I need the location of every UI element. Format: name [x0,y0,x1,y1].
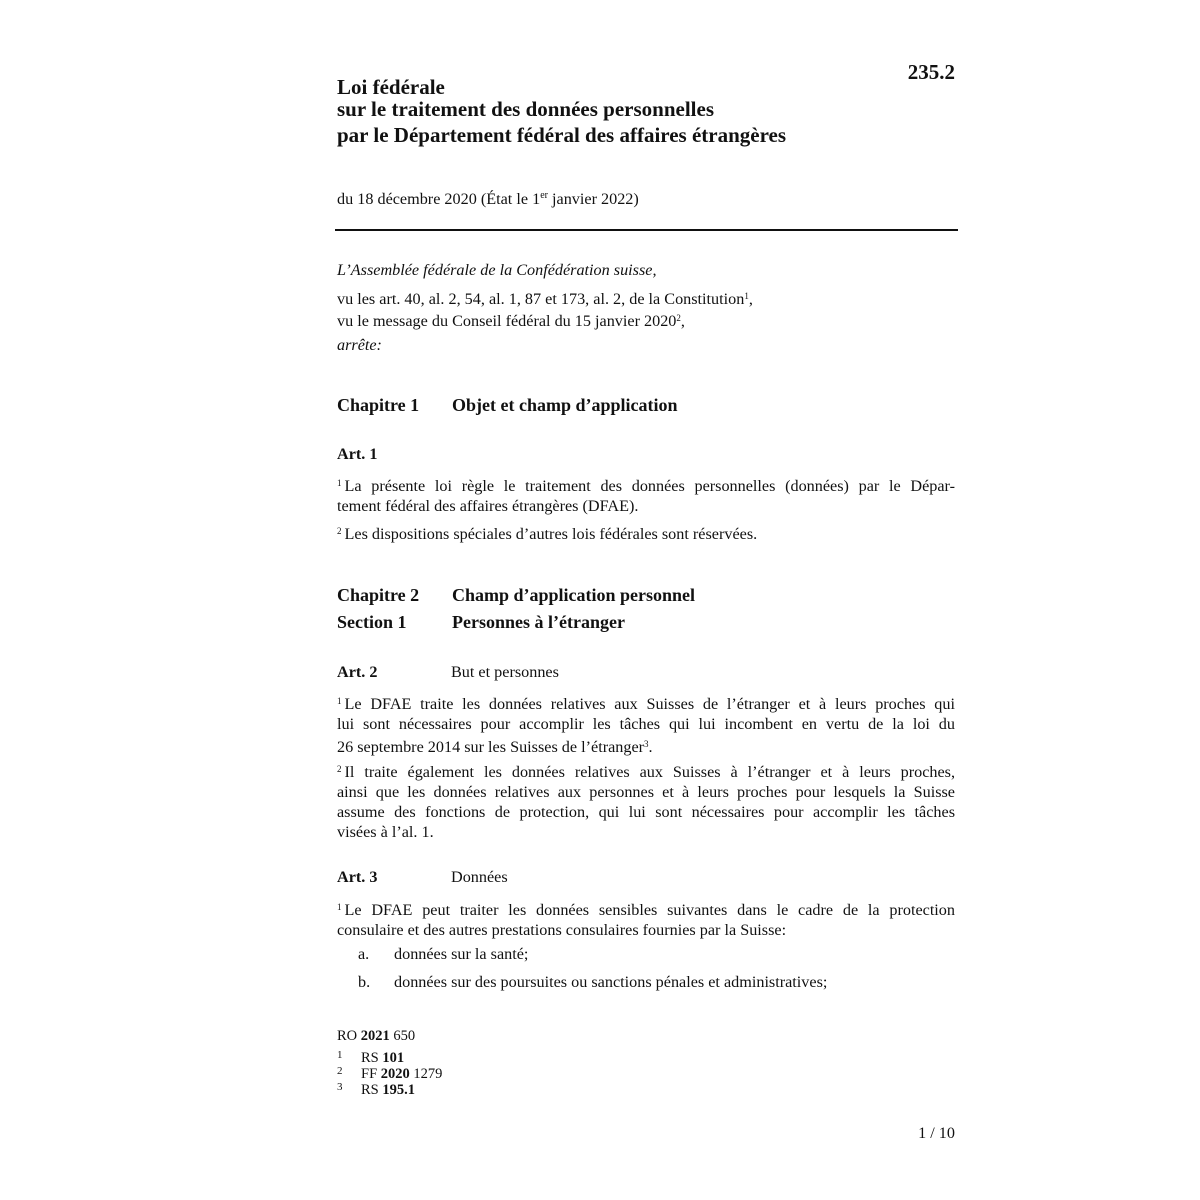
article-paragraph: $^2$ Il traite également les données relatives aux Suisses à l’étranger et à leurs proches, ainsi que les données relatives aux personnes et à leurs proches pour lesquels la Suisse assume des fonctions de protection, qui lui sont nécessaires pour accomplir les tâches visées à l’al. 1. [337,763,955,841]
section-heading: Section 1 Personnes à l’étranger [337,612,625,632]
article-paragraph: $^1$ Le DFAE peut traiter les données sensibles suivantes dans le cadre de la protection consulaire et des autres prestations consulaires fournies par la Suisse: [337,901,955,939]
footnote-ro: RO 2021 650 [337,1028,416,1044]
article-paragraph: $^1$ La présente loi règle le traitement des données personnelles (données) par le Dépar- tement fédéral des affaires étrangères (DFAE). [337,477,955,515]
article-heading: Art. 3 Données [337,868,508,886]
list-item: b. données sur des poursuites ou sanctions pénales et administratives; [358,973,828,991]
law-title [337,75,786,147]
law-date: du 18 décembre 2020 (État le 1er janvier 2022) [337,190,639,208]
preamble-assembly: L’Assemblée fédérale de la Confédération suisse, [337,261,657,279]
preamble-line: vu le message du Conseil fédéral du 15 janvier 2020$^2$, [337,312,685,330]
footnote: 2 FF 2020 1279 [337,1065,443,1082]
preamble-line: vu les art. 40, al. 2, 54, al. 1, 87 et 173, al. 2, de la Constitution$^1$, [337,290,753,308]
footnote: 1 RS 101 [337,1049,405,1066]
divider [335,229,958,231]
title-line: par le Département fédéral des affaires étrangères [337,123,787,147]
preamble-decree: arrête: [337,336,382,354]
article-heading: Art. 2 But et personnes [337,663,559,681]
page-number: 1 / 10 [918,1124,955,1142]
article-heading: Art. 1 [337,445,378,463]
title-line: sur le traitement des données personnelles [337,97,715,121]
title-line: Loi fédérale [337,75,445,99]
chapter-heading: Chapitre 1 Objet et champ d’application [337,395,678,415]
article-paragraph: $^2$ Les dispositions spéciales d’autres lois fédérales sont réservées. [337,525,758,543]
chapter-heading: Chapitre 2 Champ d’application personnel [337,585,696,605]
footnote: 3 RS 195.1 [337,1081,415,1098]
law-number: 235.2 [907,60,955,84]
list-item: a. données sur la santé; [358,945,529,963]
article-paragraph: $^1$ Le DFAE traite les données relatives aux Suisses de l’étranger et à leurs proches qui lui sont nécessaires pour accomplir les tâches qui lui incombent en vertu de la loi du 26 septembre 2014 sur les Suisses de l’étranger$^3$. [337,695,955,756]
